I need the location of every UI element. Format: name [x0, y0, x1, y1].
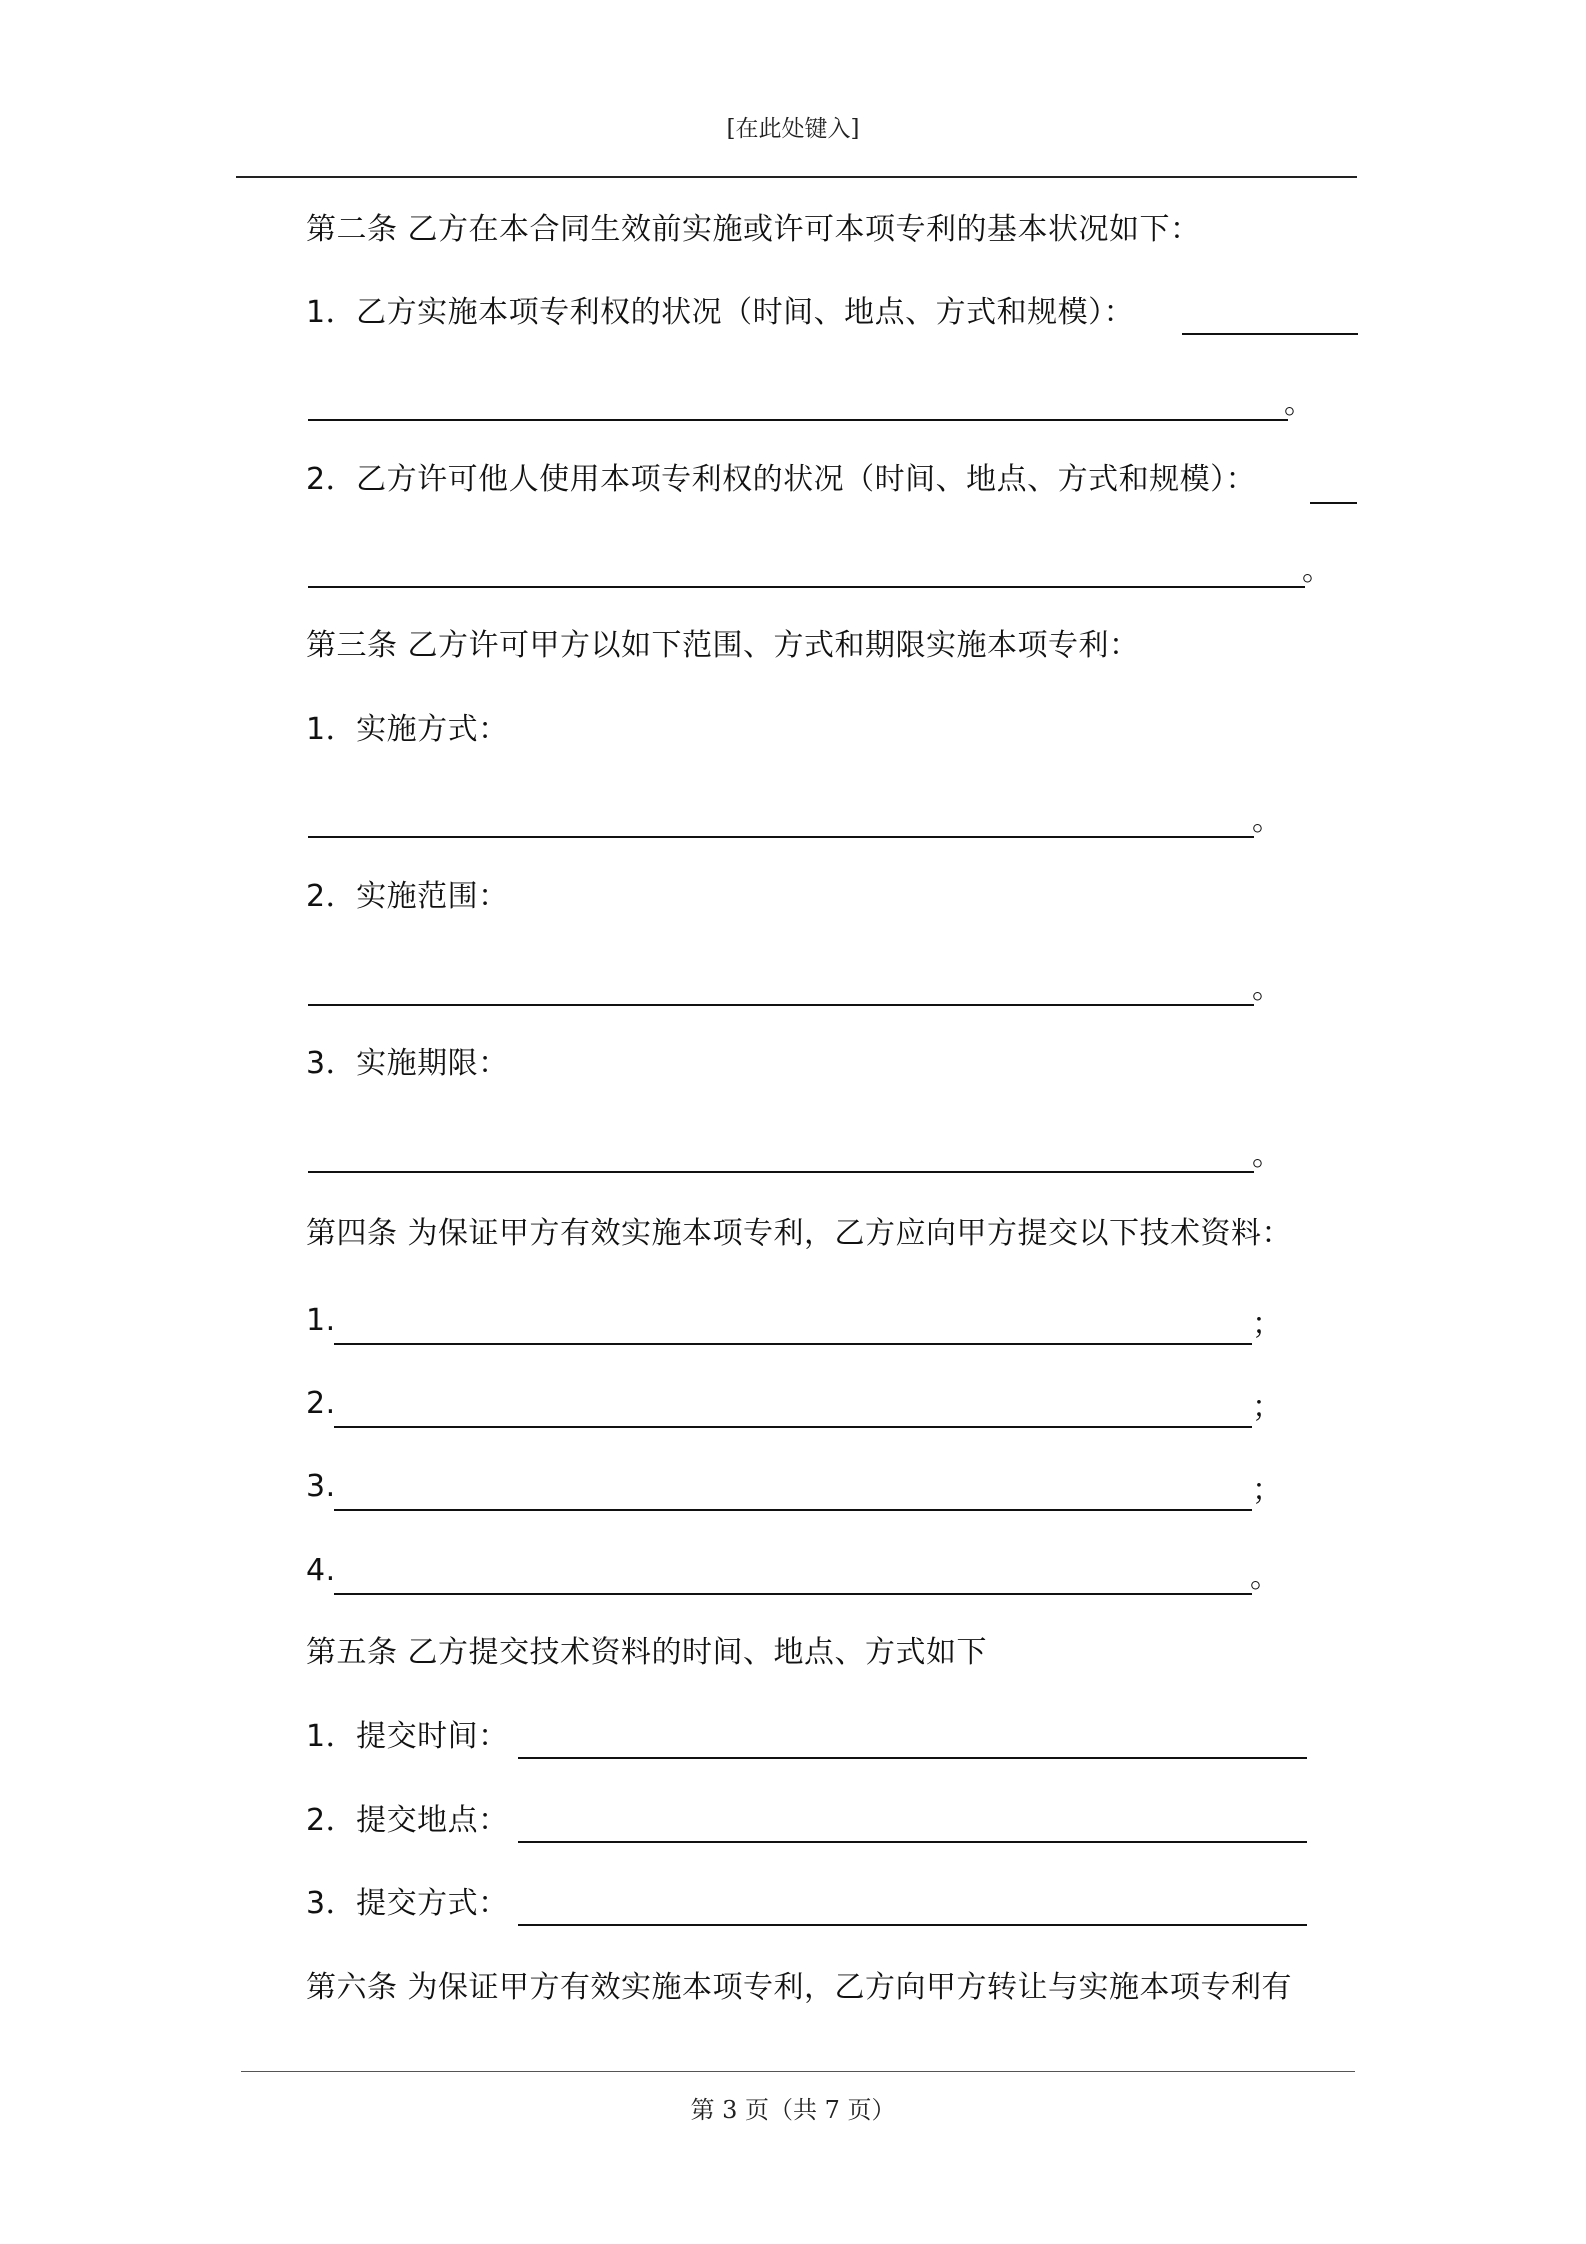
page-header: [在此处键入]: [726, 116, 860, 142]
article-2-item-1-end: 。: [1284, 386, 1314, 421]
article-3-item-2-end: 。: [1252, 971, 1282, 1006]
article-5-item-2-label: 2．提交地点：: [306, 1803, 509, 1838]
article-3-item-1-end: 。: [1252, 803, 1282, 838]
article-4-item-4-num: 4.: [306, 1553, 336, 1588]
article-2-item-1-blank-a: [1182, 333, 1358, 335]
article-3-item-3-end: 。: [1252, 1138, 1282, 1173]
article-2-title: 第二条 乙方在本合同生效前实施或许可本项专利的基本状况如下：: [306, 212, 1201, 247]
article-3-item-3-label: 3．实施期限：: [306, 1046, 509, 1081]
article-2-item-2-blank-a: [1310, 502, 1357, 504]
article-4-item-1-num: 1.: [306, 1303, 336, 1338]
article-3-item-1-blank: [308, 836, 1254, 838]
article-2-item-1-blank-b: [308, 419, 1288, 421]
article-4-item-1-blank: [334, 1343, 1252, 1345]
article-3-title: 第三条 乙方许可甲方以如下范围、方式和期限实施本项专利：: [306, 628, 1140, 663]
article-4-item-2-num: 2.: [306, 1386, 336, 1421]
article-6-title: 第六条 为保证甲方有效实施本项专利，乙方向甲方转让与实施本项专利有: [306, 1970, 1293, 2005]
article-2-item-2-label: 2．乙方许可他人使用本项专利权的状况（时间、地点、方式和规模）：: [306, 462, 1257, 497]
article-5-item-1-label: 1．提交时间：: [306, 1719, 509, 1754]
article-4-title: 第四条 为保证甲方有效实施本项专利，乙方应向甲方提交以下技术资料：: [306, 1216, 1293, 1251]
article-3-item-1-label: 1．实施方式：: [306, 712, 509, 747]
article-3-item-2-label: 2．实施范围：: [306, 879, 509, 914]
article-5-item-1-blank: [518, 1757, 1307, 1759]
article-5-item-3-blank: [518, 1924, 1307, 1926]
header-divider: [236, 176, 1357, 178]
page-number: 第 3 页（共 7 页）: [690, 2096, 896, 2124]
article-4-item-3-end: ；: [1252, 1473, 1282, 1508]
article-4-item-3-num: 3.: [306, 1469, 336, 1504]
article-4-item-2-blank: [334, 1426, 1252, 1428]
article-4-item-4-end: 。: [1250, 1560, 1280, 1595]
article-4-item-4-blank: [334, 1593, 1252, 1595]
footer-divider: [241, 2071, 1355, 2072]
article-3-item-2-blank: [308, 1004, 1254, 1006]
article-2-item-2-blank-b: [308, 586, 1305, 588]
article-4-item-1-end: ；: [1252, 1307, 1282, 1342]
article-2-item-2-end: 。: [1302, 553, 1332, 588]
article-5-title: 第五条 乙方提交技术资料的时间、地点、方式如下: [306, 1635, 988, 1670]
article-3-item-3-blank: [308, 1171, 1254, 1173]
article-2-item-1-label: 1．乙方实施本项专利权的状况（时间、地点、方式和规模）：: [306, 295, 1135, 330]
article-5-item-3-label: 3．提交方式：: [306, 1886, 509, 1921]
article-5-item-2-blank: [518, 1841, 1307, 1843]
article-4-item-3-blank: [334, 1509, 1252, 1511]
article-4-item-2-end: ；: [1252, 1390, 1282, 1425]
